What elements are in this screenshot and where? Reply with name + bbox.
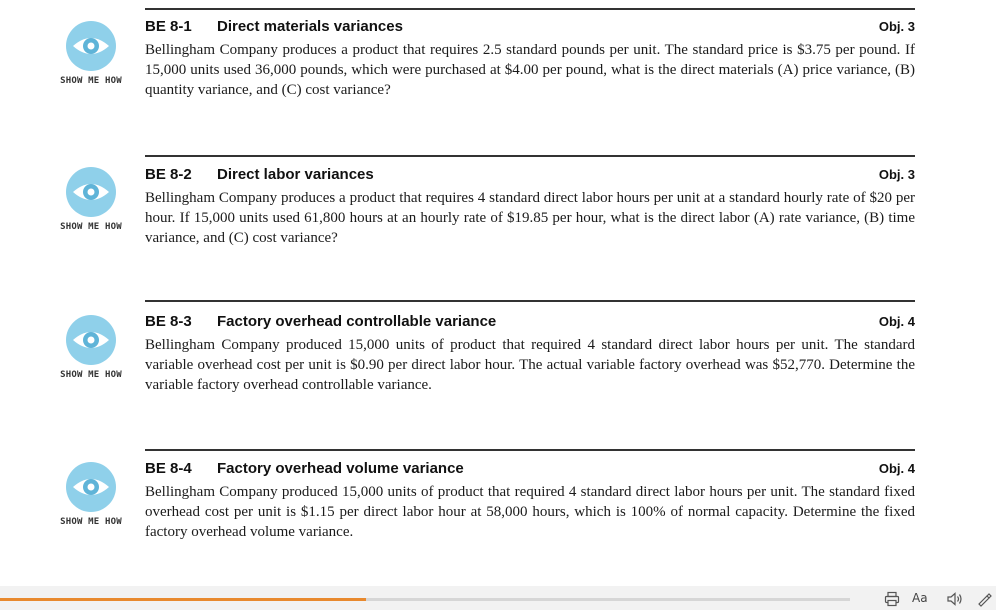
section-divider — [145, 8, 915, 10]
show-me-how-button[interactable] — [48, 20, 134, 86]
learning-objective: Obj. 3 — [878, 19, 915, 34]
exercise-heading — [145, 166, 915, 186]
exercise-code: BE 8-3 — [145, 313, 192, 330]
exercise-title: Direct labor variances — [217, 166, 374, 183]
print-icon[interactable] — [884, 589, 900, 607]
reader-toolbar — [0, 586, 996, 610]
exercise-title: Factory overhead controllable variance — [217, 313, 497, 330]
exercise-text: Bellingham Company produces a product that requires 4 standard direct labor hours per unit at a standard hourly rate of $20 per hour. If 15,000 units used 61,800 hours at an hourly rate of $19.85 per hour, what is the direct labor (A) rate variance, (B) time variance, and (C) cost variance? — [145, 190, 915, 246]
learning-objective: Obj. 3 — [878, 167, 915, 182]
exercise-code: BE 8-1 — [145, 18, 192, 35]
show-me-how-button[interactable] — [48, 314, 134, 380]
exercise-heading — [145, 460, 915, 480]
exercise-code: BE 8-2 — [145, 166, 192, 183]
show-me-how-label: SHOW ME HOW — [60, 76, 122, 86]
eye-icon — [65, 314, 117, 366]
exercise-heading — [145, 18, 915, 38]
exercise-title: Factory overhead volume variance — [217, 460, 464, 477]
eye-icon — [65, 20, 117, 72]
learning-objective: Obj. 4 — [878, 314, 915, 329]
learning-objective: Obj. 4 — [878, 461, 915, 476]
highlight-icon[interactable] — [976, 589, 992, 607]
show-me-how-button[interactable] — [48, 461, 134, 527]
section-divider — [145, 155, 915, 157]
exercise-text: Bellingham Company produces a product that requires 2.5 standard pounds per unit. The standard price is $3.75 per pound. If 15,000 units used 36,000 pounds, which were purchased at $4.00 per pound, what is the direct materials (A) price variance, (B) quantity variance, and (C) cost variance? — [145, 42, 915, 98]
reading-progress-fill — [0, 598, 366, 601]
exercise-code: BE 8-4 — [145, 460, 192, 477]
eye-icon — [65, 166, 117, 218]
text-size-icon[interactable]: Aa — [912, 591, 928, 605]
exercise-text: Bellingham Company produced 15,000 units of product that required 4 standard direct labor hours per unit. The standard variable overhead cost per unit is $0.90 per direct labor hour. The actual variable factory overhead was $52,770. Determine the variable factory overhead controllable variance. — [145, 337, 915, 393]
exercise-heading — [145, 313, 915, 333]
show-me-how-button[interactable] — [48, 166, 134, 232]
section-divider — [145, 300, 915, 302]
eye-icon — [65, 461, 117, 513]
show-me-how-label: SHOW ME HOW — [60, 370, 122, 380]
reading-progress-bar[interactable] — [0, 598, 850, 601]
show-me-how-label: SHOW ME HOW — [60, 222, 122, 232]
exercise-title: Direct materials variances — [217, 18, 403, 35]
section-divider — [145, 449, 915, 451]
show-me-how-label: SHOW ME HOW — [60, 517, 122, 527]
exercise-text: Bellingham Company produced 15,000 units of product that required 4 standard direct labor hours per unit. The standard fixed overhead cost per unit is $1.15 per direct labor hour at 58,000 hours, which is 100% of normal capacity. Determine the fixed factory overhead volume variance. — [145, 484, 915, 540]
audio-icon[interactable] — [946, 589, 964, 607]
